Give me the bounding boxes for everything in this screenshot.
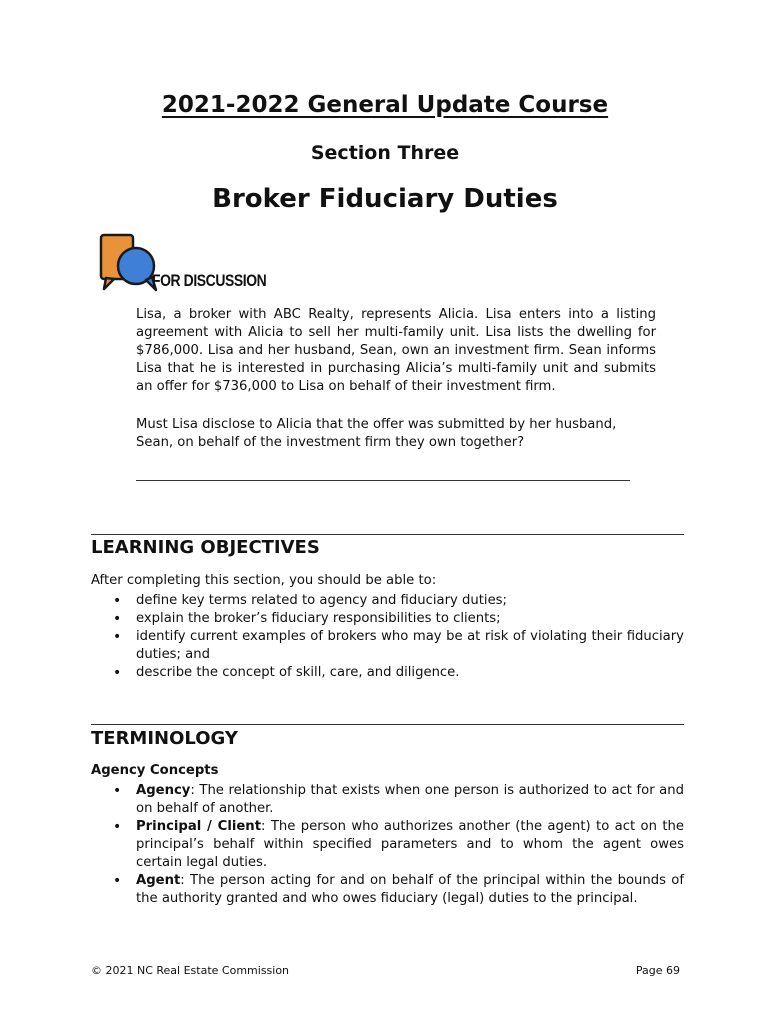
section-label: Section Three: [310, 142, 460, 164]
discussion-scenario: Lisa, a broker with ABC Realty, represents Alicia. Lisa enters into a listing agreement with Alicia to sell her multi-family unit. Lisa lists the dwelling for $786,000. Lisa and her husband, Sean, own an investment firm. Sean informs Lisa that he is interested in purchasing Alicia’s multi-family unit and submits an offer for $736,000 to Lisa on behalf of their investment firm.: [136, 307, 656, 394]
list-item: [91, 872, 684, 908]
discussion-question: Must Lisa disclose to Alicia that the offer was submitted by her husband, Sean, on behalf of the investment firm they own together?: [136, 417, 617, 450]
definition: : The person acting for and on behalf of the principal within the bounds of the authority granted and who owes fiduciary (legal) duties to the principal.: [136, 873, 684, 906]
agency-concepts-subheading: Agency Concepts: [91, 763, 219, 778]
course-title: 2021-2022 General Update Course: [161, 92, 609, 118]
section-name: Broker Fiduciary Duties: [212, 184, 558, 214]
discussion-label: FOR DISCUSSION: [152, 271, 267, 290]
terminology-list: [91, 782, 684, 908]
term: Agent: [136, 873, 181, 888]
list-item: [91, 818, 684, 872]
term: Agency: [136, 783, 191, 798]
learning-objectives-intro: After completing this section, you should be able to:: [91, 573, 437, 588]
list-item: • define key terms related to agency and fiduciary duties;: [91, 592, 684, 610]
footer-page-number: Page 69: [635, 964, 680, 977]
list-item: • describe the concept of skill, care, and diligence.: [91, 664, 684, 682]
list-item: • explain the broker’s fiduciary responsibilities to clients;: [91, 610, 684, 628]
section-divider: [91, 724, 684, 725]
footer-copyright: © 2021 NC Real Estate Commission: [91, 964, 290, 977]
list-item: [91, 782, 684, 818]
learning-objectives-list: [91, 592, 684, 682]
answer-line: [136, 480, 630, 481]
list-item: • identify current examples of brokers who may be at risk of violating their fiduciary duties; and: [91, 628, 684, 664]
term: Principal / Client: [136, 819, 262, 834]
definition: : The person who authorizes another (the agent) to act on the principal’s behalf within specified parameters and to whom the agent owes certain legal duties.: [136, 819, 684, 870]
section-divider: [91, 534, 684, 535]
terminology-heading: TERMINOLOGY: [91, 728, 238, 749]
learning-objectives-heading: LEARNING OBJECTIVES: [91, 537, 320, 558]
definition: : The relationship that exists when one person is authorized to act for and on behalf of another.: [136, 783, 684, 816]
